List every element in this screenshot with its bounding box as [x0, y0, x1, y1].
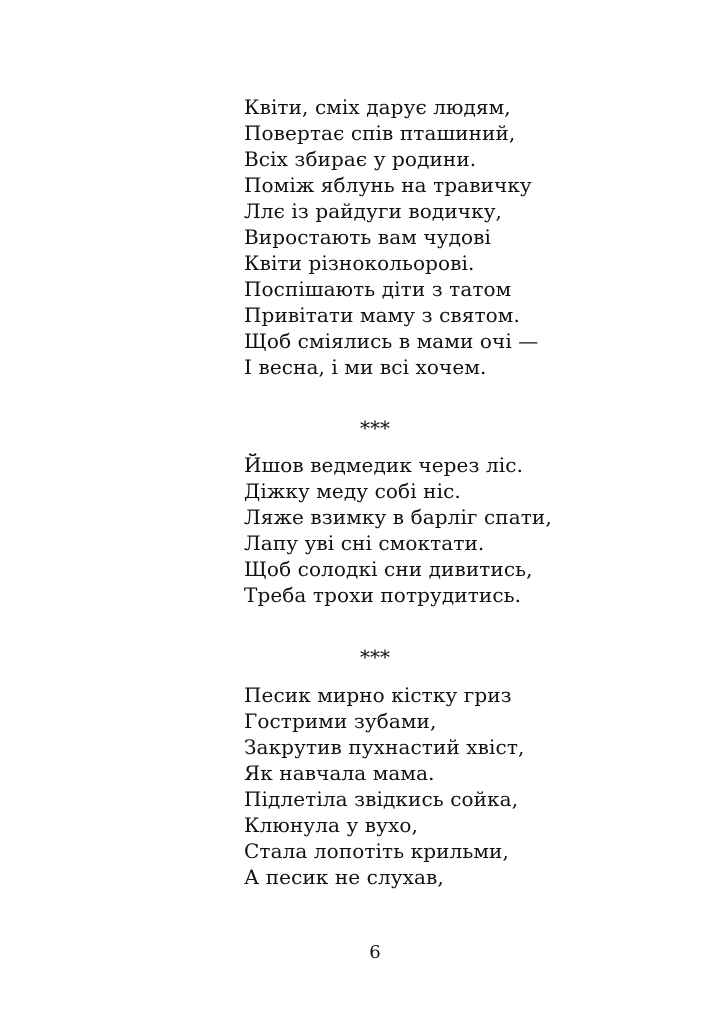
- poem-line: А песик не слухав,: [244, 865, 444, 889]
- poem-line: Виростають вам чудові: [244, 225, 491, 249]
- poem-line: Ллє із райдуги водичку,: [244, 199, 503, 223]
- poem-line: Повертає спів пташиний,: [244, 121, 516, 145]
- poem-line: Щоб солодкі сни дивитись,: [244, 557, 533, 581]
- poem-line: Клюнула у вухо,: [244, 813, 419, 837]
- poem-line: Лапу уві сні смоктати.: [244, 531, 485, 555]
- poem-line: Йшов ведмедик через ліс.: [244, 453, 524, 477]
- poem-line: Гострими зубами,: [244, 709, 437, 733]
- poem-line: Поміж яблунь на травичку: [244, 173, 532, 197]
- poem-line: Песик мирно кістку гриз: [244, 683, 512, 707]
- stanza-separator: ***: [360, 416, 390, 440]
- poem-line: Діжку меду собі ніс.: [244, 479, 461, 503]
- poem-line: Стала лопотіть крильми,: [244, 839, 509, 863]
- poem-line: Треба трохи потрудитись.: [244, 583, 522, 607]
- page-number: 6: [369, 942, 381, 963]
- poem-line: Квіти різнокольорові.: [244, 251, 475, 275]
- poem-line: І весна, і ми всі хочем.: [244, 355, 487, 379]
- poem-line: Всіх збирає у родини.: [244, 147, 477, 171]
- poem-3: [244, 682, 684, 890]
- poem-line: Квіти, сміх дарує людям,: [244, 95, 511, 119]
- poem-line: Закрутив пухнастий хвіст,: [244, 735, 525, 759]
- poem-line: Ляже взимку в барліг спати,: [244, 505, 552, 529]
- poem-line: Як навчала мама.: [244, 761, 435, 785]
- poem-1: [244, 94, 684, 380]
- poem-line: Привітати маму з святом.: [244, 303, 520, 327]
- poem-2: [244, 452, 684, 608]
- poem-line: Підлетіла звідкись сойка,: [244, 787, 519, 811]
- stanza-separator: ***: [360, 645, 390, 669]
- poem-line: Поспішають діти з татом: [244, 277, 512, 301]
- poem-line: Щоб сміялись в мами очі —: [244, 329, 539, 353]
